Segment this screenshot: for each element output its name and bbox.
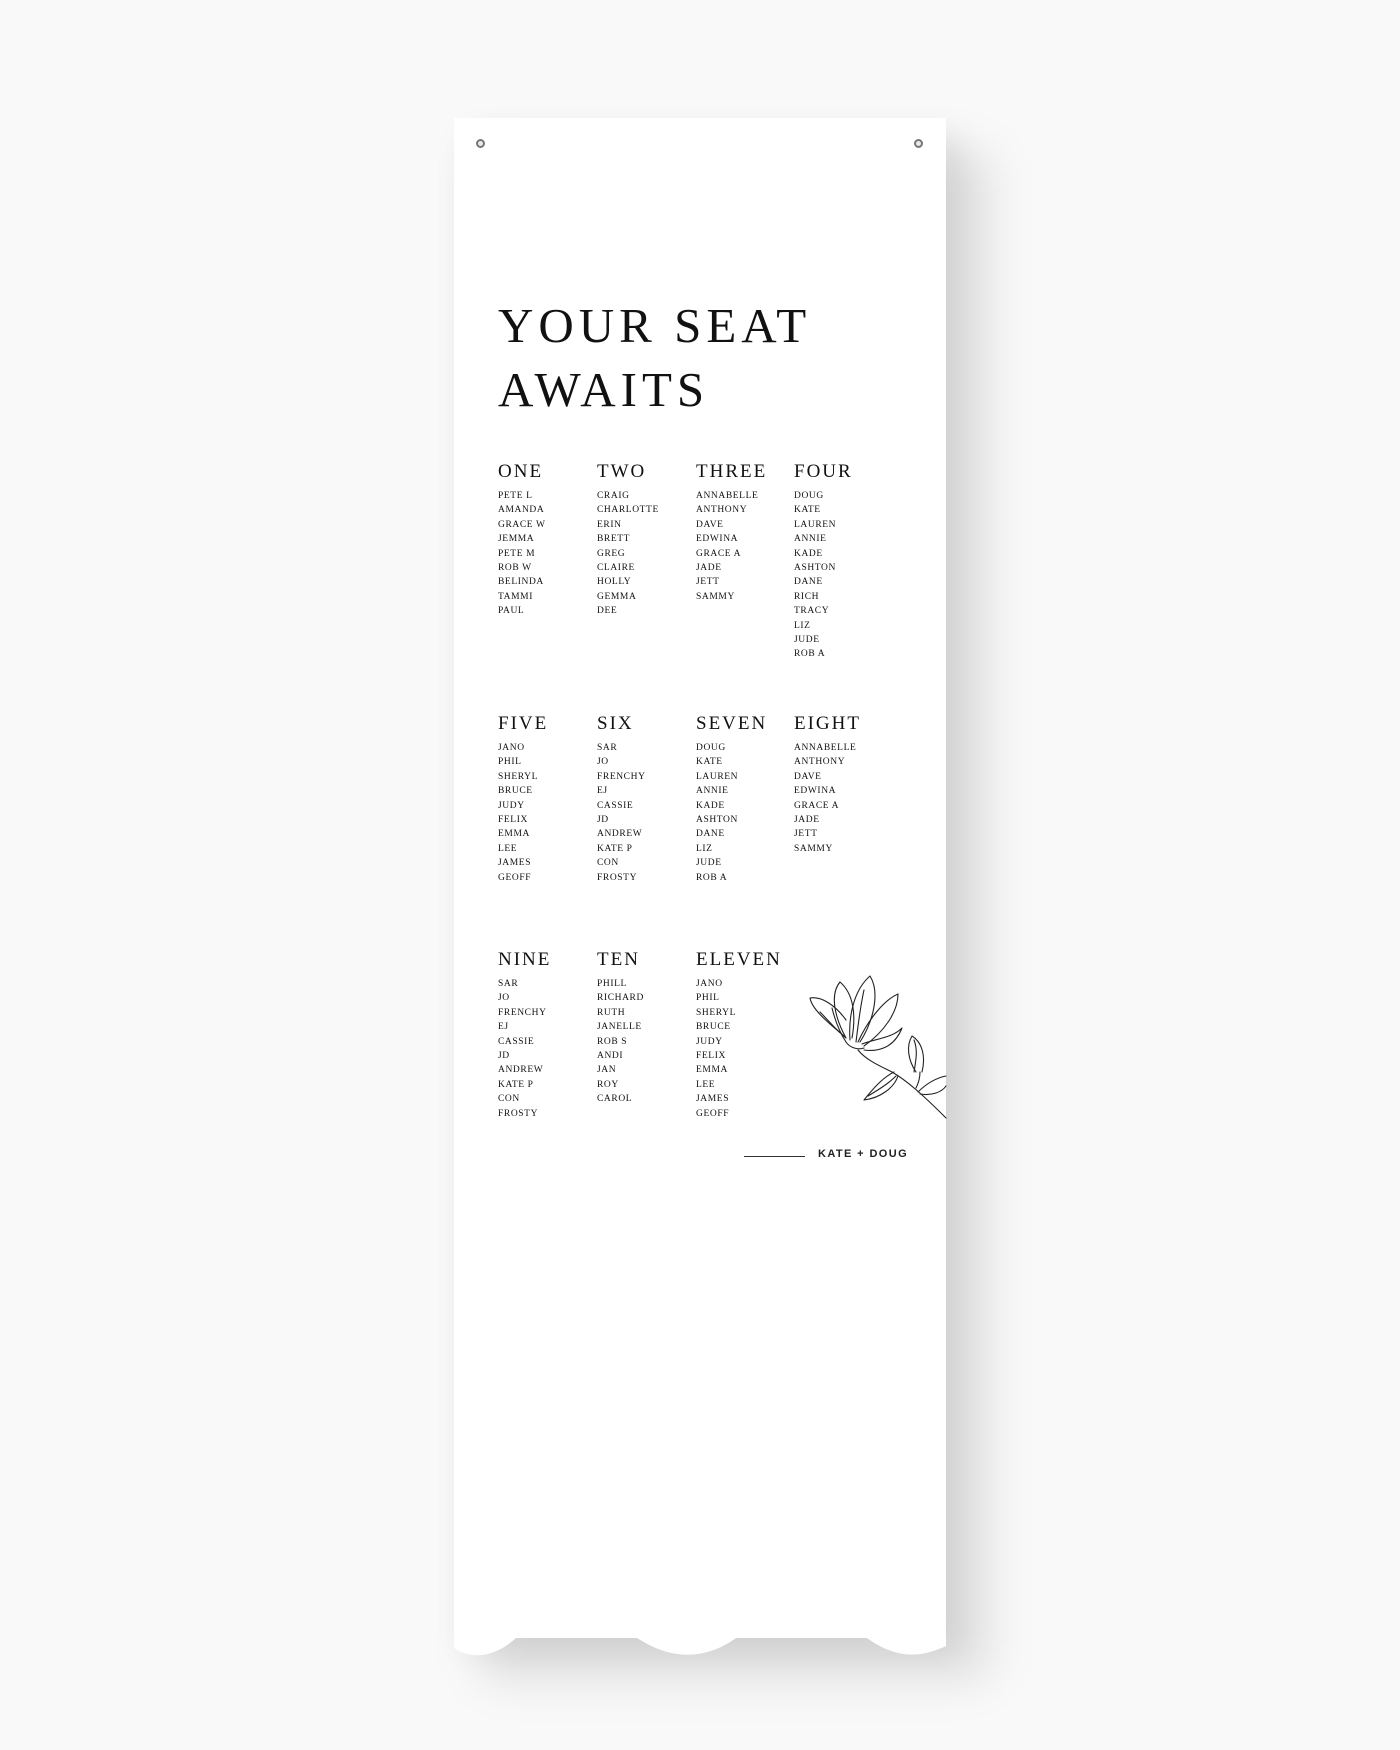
guest-list (498, 741, 596, 885)
guest-name: KATE P (597, 843, 633, 854)
guest-list (597, 741, 695, 885)
guest-name: CRAIG (597, 491, 630, 501)
guest-name: DOUG (696, 743, 726, 753)
guest-name: JO (498, 993, 510, 1004)
title-line-1: YOUR SEAT (498, 298, 812, 353)
grommet-icon (476, 139, 485, 148)
guest-name: LAUREN (696, 771, 739, 782)
table-title: ONE (498, 461, 544, 482)
table-seven (696, 713, 794, 885)
guest-name: SAR (498, 979, 519, 989)
guest-name: FROSTY (498, 1108, 539, 1119)
guest-name: BRETT (597, 534, 631, 545)
guest-name: ASHTON (794, 563, 836, 574)
guest-name: KADE (696, 800, 725, 811)
guest-name: JADE (794, 815, 820, 826)
guest-list (597, 977, 695, 1107)
guest-name: BRUCE (498, 786, 533, 797)
guest-name: DANE (794, 577, 823, 588)
table-two (597, 461, 695, 619)
guest-name: ANNIE (794, 534, 827, 545)
guest-name: GEOFF (498, 872, 532, 883)
guest-name: BELINDA (498, 577, 544, 588)
table-title: SIX (597, 713, 634, 734)
guest-name: CASSIE (498, 1036, 535, 1047)
guest-name: LIZ (696, 843, 713, 854)
guest-list (696, 977, 794, 1121)
guest-name: ROB A (696, 872, 728, 883)
guest-name: JD (498, 1051, 510, 1062)
guest-name: JETT (794, 829, 818, 840)
guest-name: BRUCE (696, 1022, 731, 1033)
banner-title (498, 294, 811, 422)
guest-name: SAMMY (696, 591, 735, 602)
guest-name: PHIL (696, 993, 720, 1004)
guest-name: LIZ (794, 620, 811, 631)
guest-name: EJ (597, 786, 608, 797)
table-title: TWO (597, 461, 647, 482)
guest-name: RICHARD (597, 993, 644, 1004)
guest-name: JAN (597, 1065, 617, 1076)
guest-name: PETE M (498, 548, 536, 559)
guest-name: JEMMA (498, 534, 535, 545)
table-title: TEN (597, 949, 640, 970)
table-title: FIVE (498, 713, 549, 734)
guest-name: KATE (794, 505, 821, 516)
guest-name: JUDY (696, 1036, 723, 1047)
table-five (498, 713, 596, 885)
guest-name: RICH (794, 591, 820, 602)
guest-list (498, 977, 596, 1121)
guest-name: HOLLY (597, 577, 632, 588)
guest-name: TRACY (794, 606, 830, 617)
banner-wavy-edge (454, 1598, 946, 1668)
guest-name: ANTHONY (696, 505, 748, 516)
guest-name: JUDE (794, 635, 820, 646)
guest-name: RUTH (597, 1007, 626, 1018)
guest-name: GRACE A (794, 800, 840, 811)
guest-name: ANTHONY (794, 757, 846, 768)
guest-name: CASSIE (597, 800, 634, 811)
guest-name: SAR (597, 743, 618, 753)
table-six (597, 713, 695, 885)
guest-name: JUDY (498, 800, 525, 811)
guest-name: JUDE (696, 858, 722, 869)
guest-name: ROY (597, 1079, 619, 1090)
guest-name: SHERYL (696, 1007, 737, 1018)
guest-name: FRENCHY (597, 771, 646, 782)
seating-chart-banner (454, 118, 946, 1638)
guest-name: JETT (696, 577, 720, 588)
guest-name: GRACE A (696, 548, 742, 559)
guest-name: JANO (498, 743, 525, 753)
guest-name: AMANDA (498, 505, 545, 516)
guest-name: ANDREW (597, 829, 643, 840)
guest-name: GEMMA (597, 591, 637, 602)
guest-name: PHILL (597, 979, 627, 989)
guest-name: CHARLOTTE (597, 505, 659, 516)
guest-list (794, 489, 892, 662)
guest-name: FROSTY (597, 872, 638, 883)
signature-divider (744, 1156, 805, 1157)
table-eight (794, 713, 892, 856)
guest-name: EJ (498, 1022, 509, 1033)
guest-name: KATE (696, 757, 723, 768)
guest-name: ANNABELLE (696, 491, 759, 501)
guest-name: LEE (498, 843, 518, 854)
guest-name: PETE L (498, 491, 533, 501)
guest-name: EMMA (696, 1065, 728, 1076)
table-three (696, 461, 794, 604)
guest-name: DAVE (794, 771, 822, 782)
guest-list (696, 741, 794, 885)
guest-name: EDWINA (794, 786, 837, 797)
table-title: EIGHT (794, 713, 861, 734)
guest-name: GEOFF (696, 1108, 730, 1119)
guest-name: GRACE W (498, 519, 546, 530)
guest-name: GREG (597, 548, 626, 559)
table-nine (498, 949, 596, 1121)
guest-name: DAVE (696, 519, 724, 530)
guest-name: JAMES (498, 858, 532, 869)
guest-name: ERIN (597, 519, 622, 530)
grommet-icon (914, 139, 923, 148)
guest-name: ROB S (597, 1036, 628, 1047)
guest-name: CON (597, 858, 619, 869)
table-title: SEVEN (696, 713, 768, 734)
guest-name: LAUREN (794, 519, 837, 530)
guest-name: ANDREW (498, 1065, 544, 1076)
guest-list (794, 741, 892, 856)
guest-name: KATE P (498, 1079, 534, 1090)
guest-name: ROB A (794, 649, 826, 660)
guest-name: JANO (696, 979, 723, 989)
table-ten (597, 949, 695, 1107)
guest-name: EMMA (498, 829, 530, 840)
guest-name: ASHTON (696, 815, 738, 826)
guest-name: PHIL (498, 757, 522, 768)
guest-name: ANNABELLE (794, 743, 857, 753)
magnolia-line-icon (802, 968, 946, 1118)
guest-name: EDWINA (696, 534, 739, 545)
guest-name: KADE (794, 548, 823, 559)
table-title: FOUR (794, 461, 853, 482)
table-title: NINE (498, 949, 552, 970)
guest-name: CON (498, 1094, 520, 1105)
guest-name: DEE (597, 606, 618, 617)
guest-name: DOUG (794, 491, 824, 501)
guest-name: JO (597, 757, 609, 768)
guest-name: FELIX (498, 815, 528, 826)
guest-name: ANDI (597, 1051, 624, 1062)
guest-name: ANNIE (696, 786, 729, 797)
guest-list (498, 489, 596, 619)
table-title: ELEVEN (696, 949, 782, 970)
guest-name: JANELLE (597, 1022, 642, 1033)
guest-name: FRENCHY (498, 1007, 547, 1018)
guest-name: DANE (696, 829, 725, 840)
guest-name: SHERYL (498, 771, 539, 782)
guest-name: JD (597, 815, 609, 826)
guest-name: SAMMY (794, 843, 833, 854)
guest-name: LEE (696, 1079, 716, 1090)
guest-list (696, 489, 794, 604)
title-line-2: AWAITS (498, 362, 710, 417)
guest-name: JADE (696, 563, 722, 574)
guest-list (597, 489, 695, 619)
table-eleven (696, 949, 794, 1121)
table-title: THREE (696, 461, 768, 482)
guest-name: CAROL (597, 1094, 633, 1105)
guest-name: CLAIRE (597, 563, 635, 574)
table-four (794, 461, 892, 662)
guest-name: TAMMI (498, 591, 533, 602)
guest-name: JAMES (696, 1094, 730, 1105)
table-one (498, 461, 596, 619)
guest-name: ROB W (498, 563, 532, 574)
couple-signature: KATE + DOUG (818, 1148, 909, 1160)
guest-name: FELIX (696, 1051, 726, 1062)
guest-name: PAUL (498, 606, 525, 617)
